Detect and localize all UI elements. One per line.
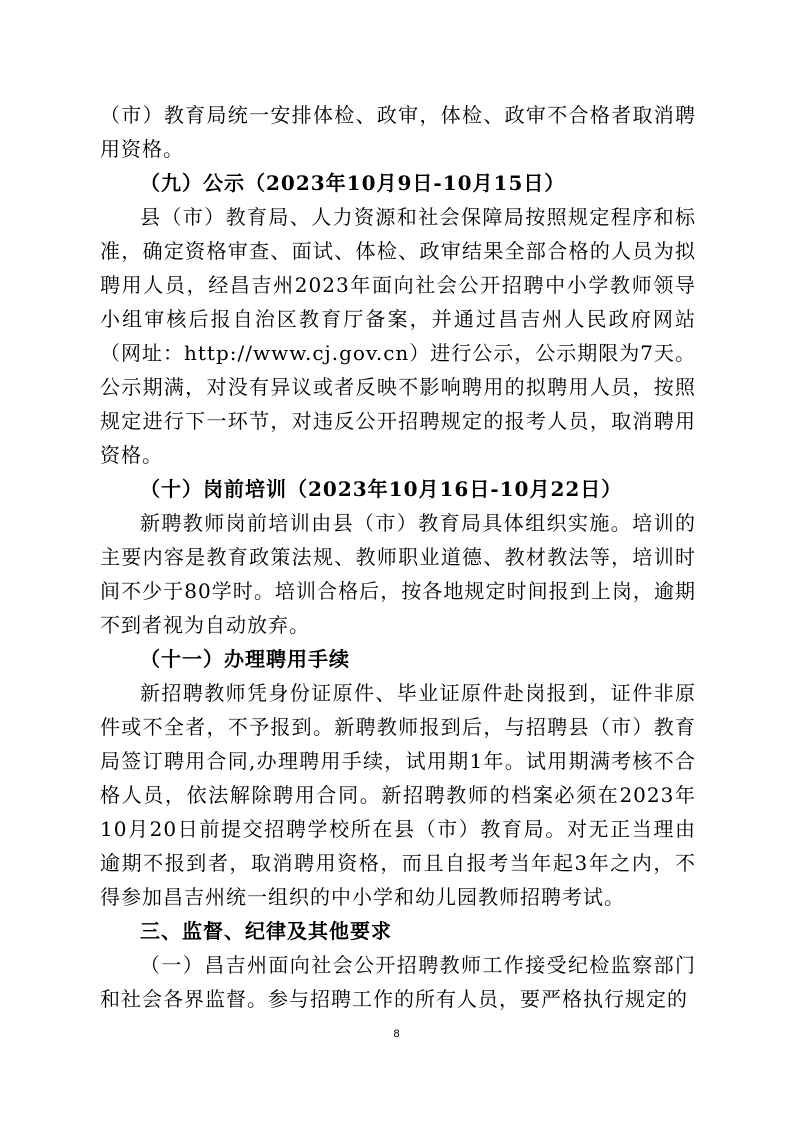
heading-publicity: （九）公示（2023年10月9日-10月15日） <box>140 171 566 195</box>
paragraph-supervision: （一）昌吉州面向社会公开招聘教师工作接受纪检监察部门和社会各界监督。参与招聘工作的所有人员，要严格执行规定的 <box>100 953 696 1011</box>
page-number: 8 <box>393 1028 400 1040</box>
document-body <box>100 98 696 1016</box>
paragraph-publicity: 县（市）教育局、人力资源和社会保障局按照规定程序和标准，确定资格审查、面试、体检、政审结果全部合格的人员为拟聘用人员，经昌吉州2023年面向社会公开招聘中小学教师领导小组审核后报自治区教育厅备案，并通过昌吉州人民政府网站（网址：http://www.cj.gov.cn）进行公示，公示期限为7天。公示期满，对没有异议或者反映不影响聘用的拟聘用人员，按照规定进行下一环节，对违反公开招聘规定的报考人员，取消聘用资格。 <box>100 205 697 467</box>
section-title-supervision: 三、监督、纪律及其他要求 <box>140 919 392 943</box>
paragraph-employment-procedures: 新招聘教师凭身份证原件、毕业证原件赴岗报到，证件非原件或不全者，不予报到。新聘教师报到后，与招聘县（市）教育局签订聘用合同,办理聘用手续，试用期1年。试用期满考核不合格人员，依法解除聘用合同。新招聘教师的档案必须在2023年10月20日前提交招聘学校所在县（市）教育局。对无正当理由逾期不报到者，取消聘用资格，而且自报考当年起3年之内，不得参加昌吉州统一组织的中小学和幼儿园教师招聘考试。 <box>100 681 696 909</box>
heading-employment-procedures: （十一）办理聘用手续 <box>140 647 350 671</box>
paragraph-1: （市）教育局统一安排体检、政审，体检、政审不合格者取消聘用资格。 <box>100 103 696 161</box>
paragraph-training: 新聘教师岗前培训由县（市）教育局具体组织实施。培训的主要内容是教育政策法规、教师职业道德、教材教法等，培训时间不少于80学时。培训合格后，按各地规定时间报到上岗，逾期不到者视为自动放弃。 <box>100 511 696 637</box>
heading-training: （十）岗前培训（2023年10月16日-10月22日） <box>140 477 623 501</box>
